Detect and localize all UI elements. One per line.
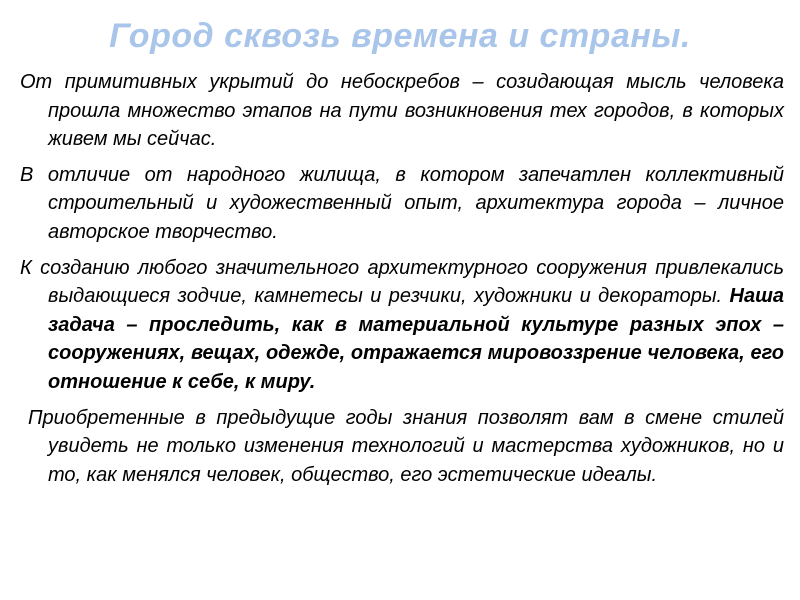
paragraph-3-regular: К созданию любого значительного архитектурного сооружения привлекались выдающиеся зодчие, камнетесы и резчики, художники и декораторы. <box>20 256 784 308</box>
paragraph-4: Приобретенные в предыдущие годы знания позволят вам в смене стилей увидеть не только изменения технологий и мастерства художников, но и то, как менялся человек, общество, его эстетические идеалы. <box>28 406 784 486</box>
paragraph-2: В отличие от народного жилища, в котором запечатлен коллективный строительный и художественный опыт, архитектура города – личное авторское творчество. <box>20 163 784 243</box>
paragraph-3 <box>20 254 784 397</box>
paragraph-3-bold-task: Наша задача – проследить, как в материальной культуре разных эпох – сооружениях, вещах, одежде, отражается мировоззрение человека, его отношение к себе, к миру. <box>48 285 784 393</box>
slide-title: Город сквозь времена и страны. <box>109 17 691 55</box>
paragraph-1: От примитивных укрытий до небоскребов – созидающая мысль человека прошла множество этапов на пути возникновения тех городов, в которых живем мы сейчас. <box>20 71 784 151</box>
slide-body <box>20 68 784 496</box>
